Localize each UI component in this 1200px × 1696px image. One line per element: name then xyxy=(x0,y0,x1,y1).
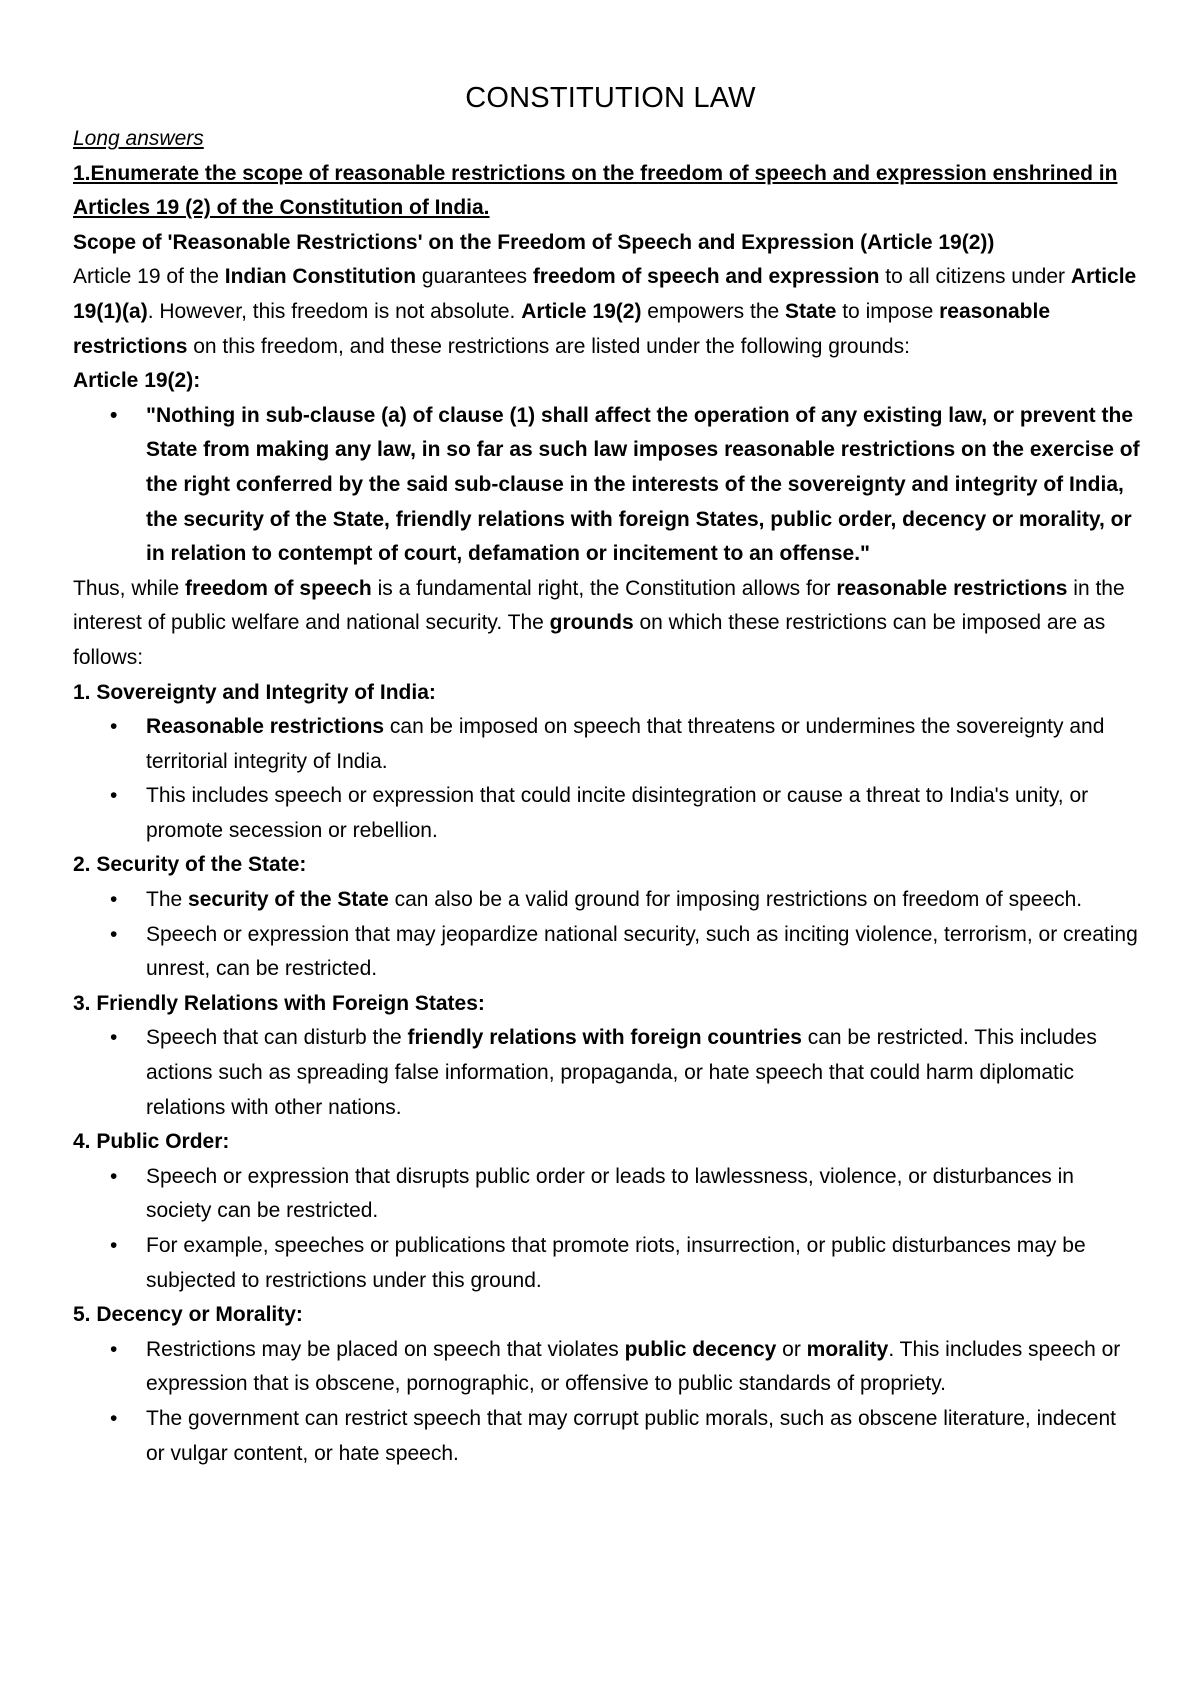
list-item: • Restrictions may be placed on speech that violates public decency or morality. This includes speech or expression that is obscene, pornographic, or offensive to public standards of propriety. xyxy=(73,1333,1140,1402)
question-heading: 1.Enumerate the scope of reasonable restrictions on the freedom of speech and expression enshrined in Articles 19 (2) of the Constitution of India. xyxy=(73,161,1118,220)
intro-paragraph: Article 19 of the Indian Constitution guarantees freedom of speech and expression to all citizens under Article 19(1)(a). However, this freedom is not absolute. Article 19(2) empowers the State to impose reasonable restrictions on this freedom, and these restrictions are listed under the following grounds: xyxy=(73,265,1137,358)
ground-list-security xyxy=(73,883,1140,987)
thus-paragraph: Thus, while freedom of speech is a fundamental right, the Constitution allows for reasonable restrictions in the interest of public welfare and national security. The grounds on which these restrictions can be imposed are as follows: xyxy=(73,576,1125,669)
document-title: CONSTITUTION LAW xyxy=(465,82,756,114)
list-item: • Speech or expression that may jeopardize national security, such as inciting violence, terrorism, or creating unrest, can be restricted. xyxy=(73,918,1140,987)
article-label: Article 19(2): xyxy=(73,369,201,393)
section-subheading: Long answers xyxy=(73,127,204,150)
list-item: • This includes speech or expression that could incite disintegration or cause a threat to India's unity, or promote secession or rebellion. xyxy=(73,779,1140,848)
list-item: • Speech that can disturb the friendly relations with foreign countries can be restricted. This includes actions such as spreading false information, propaganda, or hate speech that could harm diplomatic relations with other nations. xyxy=(73,1021,1140,1125)
list-item: • The government can restrict speech that may corrupt public morals, such as obscene literature, indecent or vulgar content, or hate speech. xyxy=(73,1402,1140,1471)
ground-heading-public-order: 4. Public Order: xyxy=(73,1130,230,1154)
scope-heading: Scope of 'Reasonable Restrictions' on the Freedom of Speech and Expression (Article 19(2)) xyxy=(73,230,995,254)
ground-list-public-order xyxy=(73,1160,1140,1298)
ground-heading-sovereignty: 1. Sovereignty and Integrity of India: xyxy=(73,680,436,704)
list-item: • Speech or expression that disrupts public order or leads to lawlessness, violence, or disturbances in society can be restricted. xyxy=(73,1160,1140,1229)
ground-heading-security: 2. Security of the State: xyxy=(73,853,307,877)
ground-heading-foreign-relations: 3. Friendly Relations with Foreign States: xyxy=(73,991,485,1015)
ground-heading-decency: 5. Decency or Morality: xyxy=(73,1303,303,1327)
ground-list-foreign-relations xyxy=(73,1021,1140,1125)
ground-list-sovereignty xyxy=(73,710,1140,848)
ground-list-decency xyxy=(73,1333,1140,1471)
list-item: • Reasonable restrictions can be imposed on speech that threatens or undermines the sovereignty and territorial integrity of India. xyxy=(73,710,1140,779)
list-item: • The security of the State can also be a valid ground for imposing restrictions on freedom of speech. xyxy=(73,883,1140,918)
list-item: • For example, speeches or publications that promote riots, insurrection, or public disturbances may be subjected to restrictions under this ground. xyxy=(73,1229,1140,1298)
article-quote-list xyxy=(73,399,1140,572)
article-quote: • "Nothing in sub-clause (a) of clause (1) shall affect the operation of any existing law, or prevent the State from making any law, in so far as such law imposes reasonable restrictions on the exercise of the right conferred by the said sub-clause in the interests of the sovereignty and integrity of India, the security of the State, friendly relations with foreign States, public order, decency or morality, or in relation to contempt of court, defamation or incitement to an offense." xyxy=(73,399,1140,572)
